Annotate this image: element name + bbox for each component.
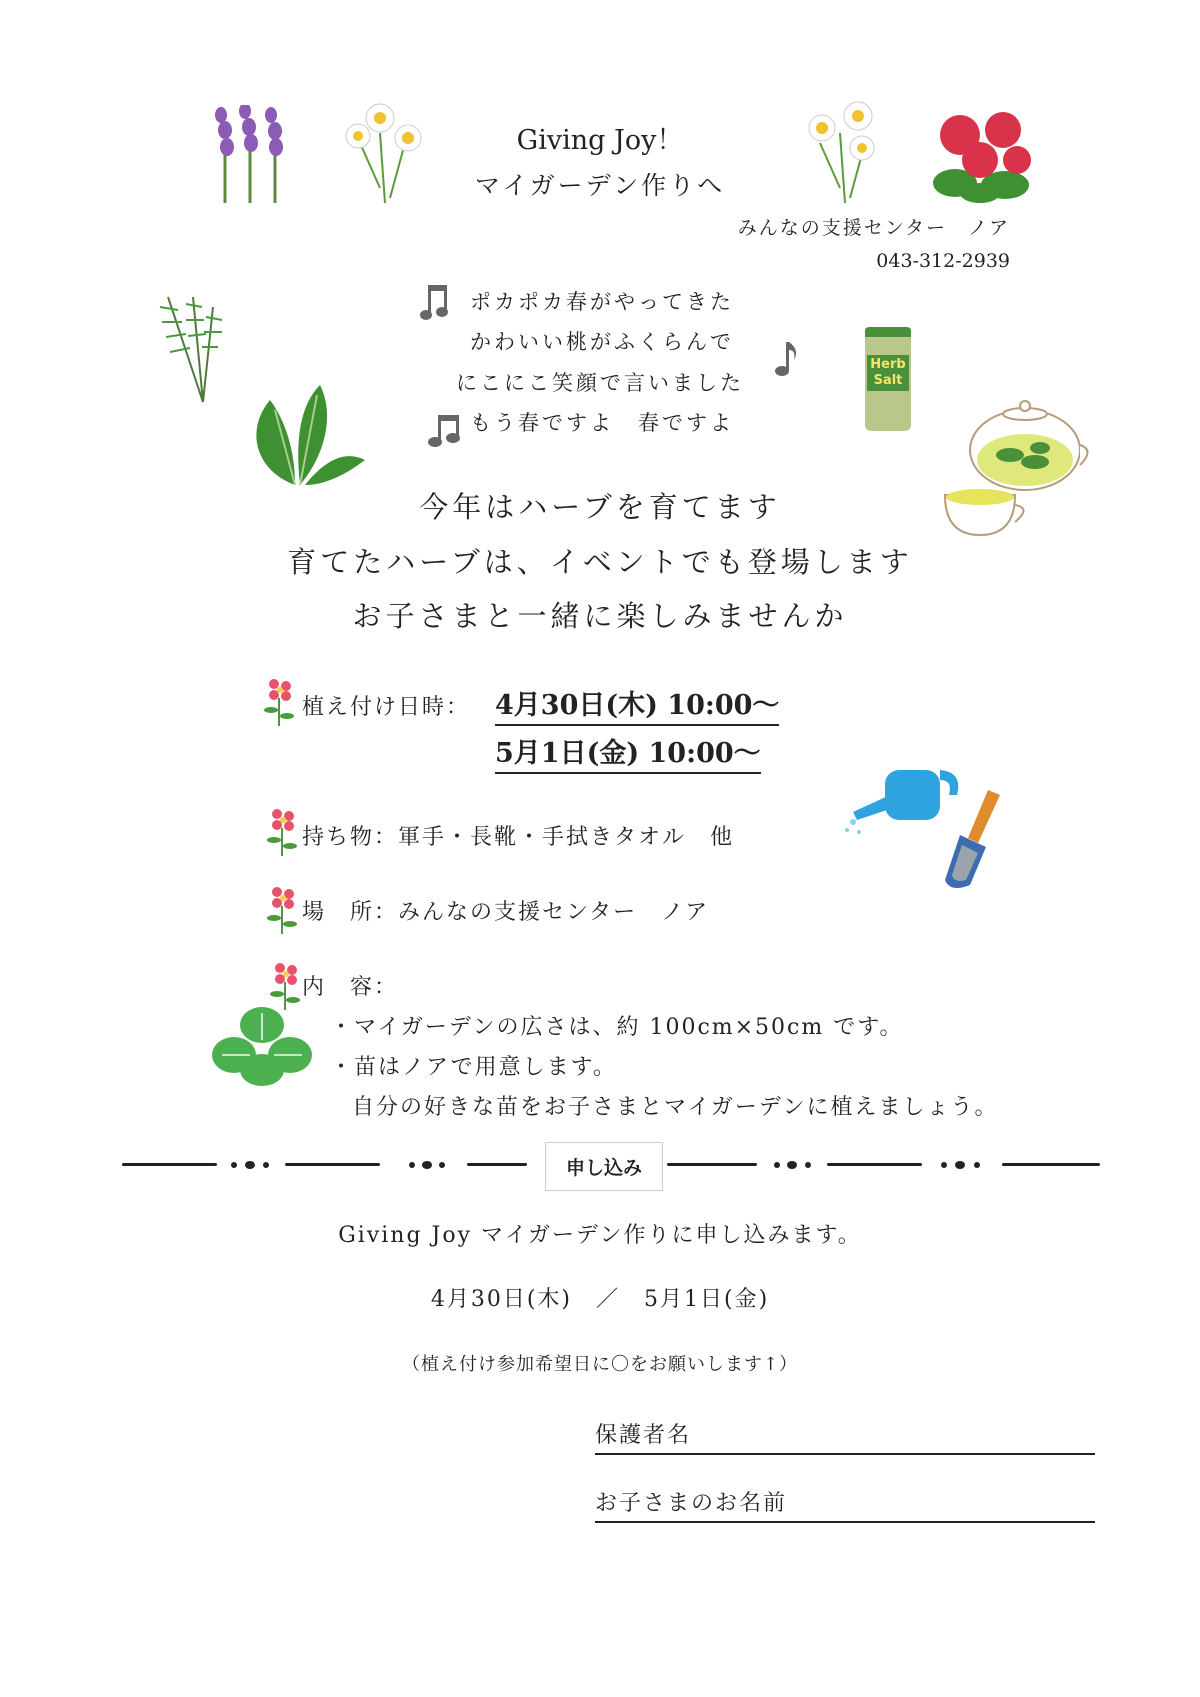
title-line1: Giving Joy！ [516,125,684,156]
child-name-label: お子さまのお名前 [595,1491,788,1516]
poem-line-4: もう春ですよ 春ですよ [470,411,734,435]
date-choice-note: （植え付け参加希望日に〇をお願いします↑） [401,1354,799,1375]
application-heading: 申し込み [545,1142,663,1191]
child-name-field[interactable] [595,1486,1095,1523]
lead-line-1: 今年はハーブを育てます [419,490,781,524]
herb-salt-label-line2: Salt [873,373,903,388]
arugula-illustration [245,380,370,490]
flower-bullet-icon [265,886,299,934]
phone-number: 043-312-2939 [876,250,1010,272]
herb-salt-label-line1: Herb [870,357,906,372]
content-line-3: 自分の好きな苗をお子さまとマイガーデンに植えましょう。 [352,1095,999,1120]
lead-line-3: お子さまと一緒に楽しみませんか [352,599,848,633]
content-label: 内 容： [302,975,399,1000]
flower-bullet-icon [268,962,302,1010]
content-line-1: ・マイガーデンの広さは、約 100cm×50cm です。 [330,1015,904,1040]
guardian-name-field[interactable] [595,1418,1095,1455]
trowel-illustration [940,785,1010,895]
planting-date-1: 4月30日(木) 10:00〜 [495,683,779,726]
content-line-2: ・苗はノアで用意します。 [330,1055,617,1080]
music-note-icon-3 [428,415,464,449]
poem-line-3: にこにこ笑顔で言いました [456,371,744,395]
organization-name: みんなの支援センター ノア [737,217,1010,239]
title-line2: マイガーデン作りへ [474,171,726,200]
lead-line-2: 育てたハーブは、イベントでも登場します [287,545,913,579]
planting-date-2: 5月1日(金) 10:00〜 [495,731,761,774]
music-note-icon [420,285,454,323]
flower-bullet-icon [262,678,296,726]
guardian-name-label: 保護者名 [595,1423,692,1448]
application-statement: Giving Joy マイガーデン作りに申し込みます。 [338,1223,862,1248]
belongings-text: 持ち物：軍手・長靴・手拭きタオル 他 [302,825,735,850]
poem-line-2: かわいい桃がふくらんで [470,330,734,354]
place-text: 場 所：みんなの支援センター ノア [302,900,710,925]
rosemary-illustration [148,292,228,407]
planting-label: 植え付け日時： [302,695,471,720]
poem-line-1: ポカポカ春がやってきた [470,290,734,314]
flower-bullet-icon [265,808,299,856]
date-choice[interactable]: 4月30日(木) ／ 5月1日(金) [430,1287,770,1312]
herb-salt-bottle [865,327,911,431]
music-note-icon-2 [770,340,800,378]
mint-illustration [212,1005,312,1090]
